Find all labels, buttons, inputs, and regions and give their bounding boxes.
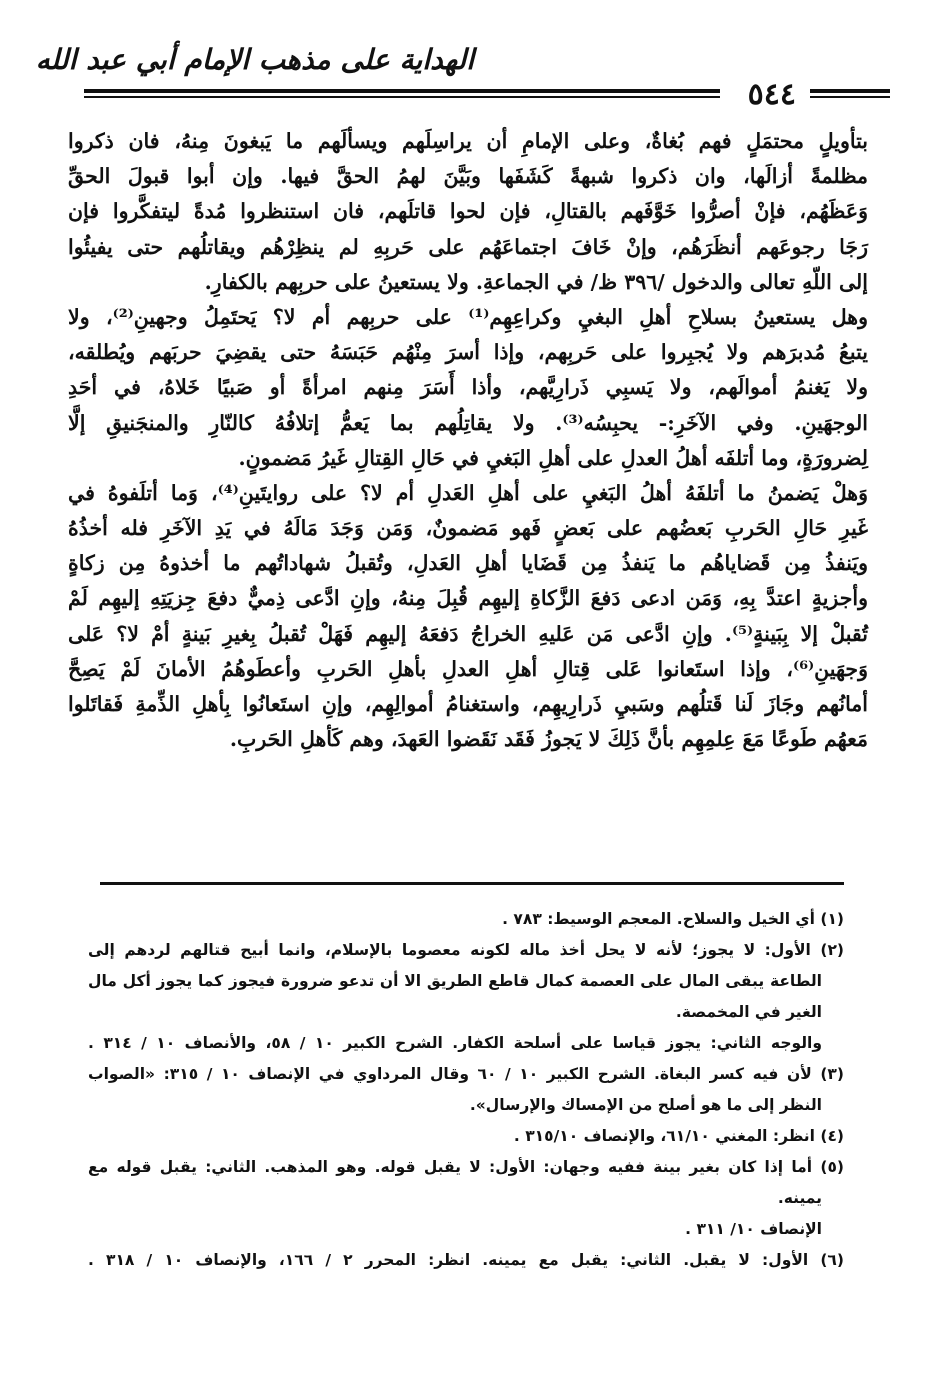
footnote-line: الغير في المخمصة. xyxy=(675,1003,822,1021)
text-line: الوجهَينِ. وفي الآخَرِ:- يحبِسُه⁽³⁾. ولا يقاتِلُهم بما يَعمُّ إتلافُهُ كالنّارِ والمنجَنيقِ إلَّا xyxy=(68,410,869,435)
header-rule-left xyxy=(84,89,720,99)
footnote-line: (٣) لأن فيه كسر البغاة. الشرح الكبير ١٠ / ٦٠ وقال المرداوي في الإنصاف ١٠ / ٣١٥: «الصواب xyxy=(88,1065,844,1083)
footnote-line: (٢) الأول: لا يجوز؛ لأنه لا يحل أخذ ماله لكونه معصوما بالإسلام، وانما أبيح قتالهم لردهم إلى xyxy=(88,941,844,959)
text-line: وَجهَينِ⁽⁶⁾، وإذا استَعانوا عَلى قِتالِ أهلِ العدلِ بأهلِ الحَربِ وأعطَوهُمُ الأمانَ لَمْ يَصِحَّ xyxy=(68,656,868,681)
text-line: غَيرِ حَالِ الحَربِ بَعضُهم على بَعضٍ فَهو مَضمونٌ، وَمَن وَجَدَ مَالَهُ في يَدِ الآخَرِ فله أخذُهُ xyxy=(68,516,868,541)
footnotes xyxy=(88,904,844,1276)
text-line: وأجزيةٍ اعتدَّ بِهِ، وَمَن ادعى دَفعَ الزَّكاةِ إليهِم قُبِلَ مِنهُ، وإنِ ادَّعى ذِميٌّ دفعَ جِزيَتِهِ إليهِم لَمْ xyxy=(68,586,868,611)
main-text xyxy=(68,124,868,757)
footnote-line: يمينه. xyxy=(777,1189,822,1207)
header-rule-right xyxy=(810,89,890,99)
text-line: ويَنفذُ مِن قَضاياهُم ما يَنفذُ مِن قَضَايا أهلِ العَدلِ، وتُقبلُ شهاداتُهم ما أخذوهُ مِن زكاةٍ xyxy=(68,551,868,576)
text-line: رَجَا رجوعَهم أنظَرَهُم، وإنْ خَافَ اجتماعَهُم على حَربِهِ لم ينظِرْهُم ويقاتلُهم حتى يفيئُوا xyxy=(68,234,868,259)
text-line: ولا يَغنمُ أموالَهم، ولا يَسبِي ذَرارِيَّهم، وأذا أَسَرَ مِنهم امرأةً أو صَبيًا خَلاهُ، في أحَدِ xyxy=(68,375,868,400)
text-line: وَهلْ يَضمنُ ما أتلفَهُ أهلُ البَغيِ على أهلِ العَدلِ أم لا؟ على روايتَينِ⁽⁴⁾، وَما أتلَفوهُ في xyxy=(68,480,869,505)
footnote-line: والوجه الثاني: يجوز قياسا على أسلحة الكفار. الشرح الكبير ١٠ / ٥٨، والأنصاف ١٠ / ٣١٤ . xyxy=(88,1034,822,1052)
text-line: بتأويلٍ محتمَلٍ فهم بُغاةٌ، وعلى الإمامِ أن يراسِلَهم ويسألَهم ما يَبغونَ مِنهُ، فان ذكروا xyxy=(68,129,868,153)
footnote-separator xyxy=(100,882,844,885)
text-line: وَعَظَهُم، فإنْ أصرُّوا خَوَّفَهم بالقتالِ، فإن لحوا قاتلَهم، فان استنظروا مُدةً ليتفكَّروا فإن xyxy=(68,199,868,224)
text-line: لِضرورَةٍ، وما أتلفَه أهلُ العدلِ على أهلِ البَغيِ في حَالِ القِتالِ غَيرُ مَضمونٍ. xyxy=(238,445,868,470)
running-title: الهداية على مذهب الإمام أبي عبد الله xyxy=(35,43,474,76)
footnote-line: الإنصاف ١٠/ ٣١١ . xyxy=(685,1220,822,1238)
text-line: تُقبلْ إلا بِبَينةٍ⁽⁵⁾. وإنِ ادَّعى مَن عَليهِ الخراجُ دَفعَهُ إليهِم فَهَلْ تُقبلُ بِغيرِ بَينةٍ أمْ لا؟ عَلى xyxy=(68,621,868,646)
footnote-line: النظر إلى ما هو أصلح من الإمساك والإرسال». xyxy=(469,1096,822,1114)
text-line: مَعهُم طَوعًا مَعَ عِلمِهِم بأنَّ ذَلِكَ لا يَجوزُ فَقَد نَقَضوا العَهدَ، وهم كَأهلِ الحَربِ. xyxy=(229,727,868,752)
text-line: يتبعُ مُدبرَهم ولا يُجبِروا على حَربِهم، وإذا أسرَ مِنْهُم حَبَسَهُ حتى يقضِيَ حربَهم ويُطلقه، xyxy=(68,340,868,365)
footnote-line: (١) أي الخيل والسلاح. المعجم الوسيط: ٧٨٣ . xyxy=(502,910,844,928)
footnote-line: الطاعة يبقى المال على العصمة كمال قاطع الطريق الا أن تدعو ضرورة فيجوز كما يجوز أكل مال xyxy=(88,972,822,990)
text-line: مظلمةً أزالَها، وان ذكروا شبهةً كَشَفَها وبَيَّنَ لهمُ الحقَّ فيها. وإن أبوا قبولَ الحقِّ xyxy=(68,164,868,189)
footnote-line: (٦) الأول: لا يقبل. الثاني: يقبل مع يمينه. انظر: المحرر ٢ / ١٦٦، والإنصاف ١٠ / ٣١٨ . xyxy=(88,1251,844,1269)
footnote-line: (٥) أما إذا كان بغير بينة ففيه وجهان: الأول: لا يقبل قوله. وهو المذهب. الثاني: يقبل قوله مع xyxy=(88,1158,844,1176)
text-line: أمانُهم وجَازَ لَنا قَتلُهم وسَبيِ ذَرارِيهِم، واستغنامُ أموالِهِم، وإنِ استَعانُوا بِأهلِ الذِّمةِ فَقاتَلوا xyxy=(68,692,868,716)
text-line: إلى اللّهِ تعالى والدخول /٣٩٦ ظ/ في الجماعةِ. ولا يستعينُ على حربِهم بالكفارِ. xyxy=(204,269,868,294)
text-line: وهل يستعينُ بسلاحِ أهلِ البغيِ وكراعِهِم⁽¹⁾ على حربِهم أم لا؟ يَحتَمِلُ وجهينِ⁽²⁾، ولا xyxy=(68,304,868,329)
page-number: ٥٤٤ xyxy=(747,77,796,112)
footnote-line: (٤) انظر: المغني ٦١/١٠، والإنصاف ٣١٥/١٠ . xyxy=(513,1127,844,1145)
